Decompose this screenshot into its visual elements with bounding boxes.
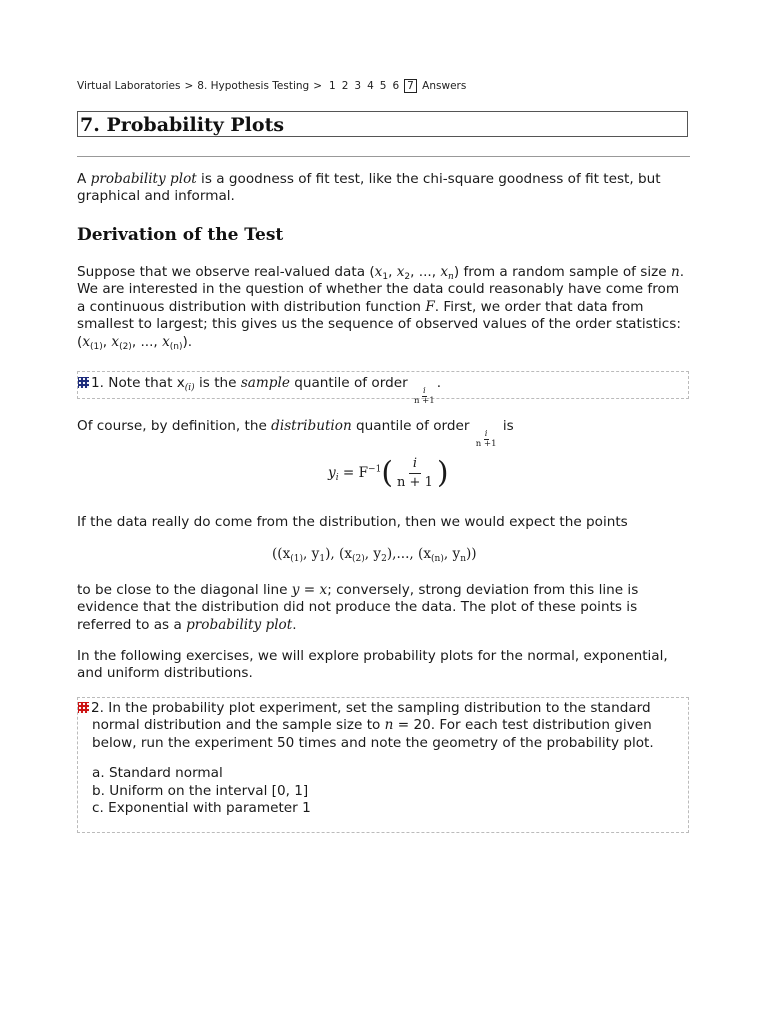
page-link-4[interactable]: 4 (367, 80, 374, 92)
math-text: ((x (272, 546, 291, 562)
paragraph-text: . We are interested in the question of whether the data could reasonably have come from a continuous distribution with distribution function (77, 264, 685, 315)
paragraph-text: Suppose that we observe real-valued data ( (77, 264, 375, 280)
page-link-6[interactable]: 6 (392, 80, 400, 92)
breadcrumb-root-link[interactable]: Virtual Laboratories (77, 80, 181, 92)
section-heading: Derivation of the Test (77, 225, 284, 245)
exercise-2 (77, 697, 689, 833)
exercise-expand-icon[interactable] (78, 702, 89, 713)
math-sub: 1 (319, 554, 326, 564)
fraction-denominator: n +1 (413, 396, 435, 406)
equation-operator: = F (338, 465, 369, 481)
exercise-2-text (78, 700, 686, 752)
math-F: F (425, 298, 435, 315)
list-item (92, 800, 686, 817)
breadcrumb-separator: > (313, 80, 323, 92)
math-sub: (n) (169, 341, 183, 352)
points-display (272, 546, 477, 562)
term-distribution: distribution (271, 418, 352, 434)
paragraph-text: quantile of order (351, 418, 474, 434)
title-box (77, 111, 688, 137)
breadcrumb (77, 79, 466, 93)
paragraph-text: ). (182, 333, 193, 350)
derivation-paragraph: Suppose that we observe real-valued data ($x_1$, $x_2$, ..., $x_n$) from a random sample of size n. We are interested in the question of whether the data could reasonably have come from a continuous distribution with distribution function F. First, we order that data from smallest to largest; this gives us the sequence of observed values of the order statistics: ($x_{(1)}$, $x_{(2)}$, ..., $x_{(n)}$). (77, 264, 685, 352)
exercise-text: is the (194, 375, 241, 391)
math-text: ), (x (325, 546, 353, 562)
intro-text: A (77, 171, 91, 187)
math-text: , y (364, 546, 382, 562)
list-item (92, 783, 686, 800)
math-sub: (2) (352, 554, 365, 564)
math-x: x (82, 333, 90, 350)
page-title: 7. Probability Plots (80, 114, 285, 136)
equation-lhs: y (328, 465, 336, 481)
math-sub: (n) (431, 554, 444, 564)
math-x: x (396, 264, 405, 280)
math-text: )) (465, 546, 477, 562)
math-text: ),..., (x (386, 546, 432, 562)
page-link-3[interactable]: 3 (354, 80, 362, 92)
math-n: n (670, 264, 680, 280)
exercise-text: = 20. For each test distribution given below, run the experiment 50 times and note the geometry of the probability plot. (92, 717, 654, 751)
exercise-expand-icon[interactable] (78, 377, 89, 388)
page-link-5[interactable]: 5 (379, 80, 387, 92)
fraction-numerator: i (484, 429, 488, 439)
answers-link[interactable]: Answers (422, 80, 467, 92)
exercises-intro-paragraph (77, 648, 691, 683)
paragraph-text: . First, we order that data from smallest to largest; this gives us the sequence of observed values of the order statistics: ( (77, 298, 681, 350)
breadcrumb-separator: > (184, 80, 194, 92)
exercise-1 (77, 371, 689, 406)
math-sub: n (448, 272, 454, 282)
intro-paragraph (77, 171, 691, 206)
math-sub: (2) (119, 341, 132, 352)
paragraph-text: to be close to the diagonal line (77, 582, 292, 598)
math-sub: (1) (89, 341, 103, 352)
current-page-indicator: 7 (404, 79, 417, 93)
paragraph-text: If the data really do come from the distribution, then we would expect the points (77, 514, 628, 530)
math-sup: −1 (368, 464, 382, 475)
math-sub: 2 (404, 272, 411, 282)
fraction (413, 387, 436, 406)
page-link-2[interactable]: 2 (341, 80, 349, 92)
exercise-text: . (436, 375, 442, 391)
term-probability-plot: probability plot (186, 616, 293, 633)
list-item (92, 765, 686, 782)
page-link-1[interactable]: 1 (329, 80, 336, 92)
diagonal-paragraph (77, 582, 691, 634)
math-sub: (i) (184, 383, 195, 393)
math-x: x (440, 264, 449, 280)
list-item-text: Uniform on the interval [0, 1] (109, 782, 309, 799)
fraction-denominator: n + 1 (397, 475, 433, 490)
math-sub: 1 (382, 272, 389, 282)
divider (77, 156, 690, 157)
paragraph-text: Of course, by definition, the (77, 418, 272, 434)
math-text: , y (303, 546, 320, 562)
breadcrumb-chapter-link[interactable]: 8. Hypothesis Testing (197, 80, 310, 92)
term-probability-plot: probability plot (90, 171, 197, 187)
fraction-numerator: i (422, 386, 426, 396)
math-inline: y = x (291, 582, 328, 598)
math-text: , y (443, 546, 461, 562)
quantile-equation (328, 455, 449, 492)
math-x: x (111, 333, 120, 350)
list-item-label: b. (92, 782, 105, 799)
paren-close: ) (436, 455, 449, 491)
math-n: n (384, 717, 394, 734)
paren-open: ( (381, 455, 394, 491)
fraction-denominator: n +1 (475, 439, 497, 449)
expectation-paragraph (77, 514, 691, 531)
exercise-text: In the probability plot experiment, set the sampling distribution to the standard normal distribution and the sample size to (92, 700, 651, 734)
list-item-text: Standard normal (108, 765, 223, 782)
list-item-label: a. (92, 765, 105, 782)
fraction (475, 430, 498, 449)
paragraph-text: ) from a random sample of size (453, 264, 671, 280)
exercise-text: Note that x (103, 375, 185, 391)
fraction-numerator: i (409, 455, 421, 474)
term-sample: sample (240, 375, 290, 391)
intro-text: is a goodness of fit test, like the chi-square goodness of fit test, but graphical and informal. (77, 171, 661, 205)
exercise-number: 2. (91, 700, 104, 716)
math-sub: i (335, 473, 339, 483)
quantile-paragraph (77, 418, 691, 449)
paragraph-text: is (498, 418, 514, 434)
list-item-label: c. (92, 800, 104, 817)
math-x: x (162, 333, 170, 350)
exercise-number: 1. (91, 375, 104, 391)
fraction (393, 455, 437, 492)
math-sub: 2 (381, 554, 387, 564)
list-item-text: Exponential with parameter 1 (108, 800, 311, 817)
test-distribution-list (78, 765, 686, 817)
exercise-text: quantile of order (289, 375, 412, 391)
paragraph-text: In the following exercises, we will explore probability plots for the normal, exponential, and uniform distributions. (77, 648, 668, 682)
math-x: x (374, 264, 383, 280)
paragraph-text: . (292, 616, 297, 633)
math-sub: n (460, 554, 466, 564)
paragraph-text: ; conversely, strong deviation from this line is evidence that the distribution did not produce the data. The plot of these points is referred to as a (77, 582, 639, 633)
math-sub: (1) (290, 554, 304, 564)
